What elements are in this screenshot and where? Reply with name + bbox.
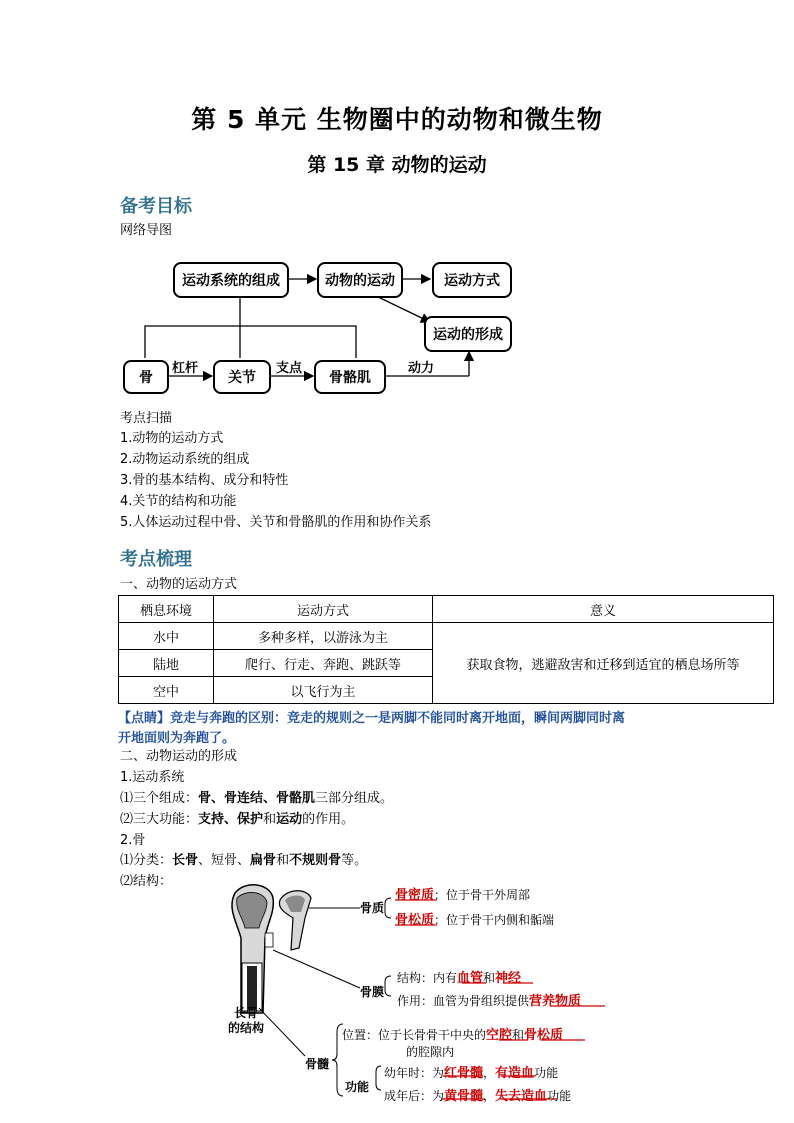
periosteum-structure-line: [397, 967, 521, 986]
structure-line: ⑵结构：: [120, 874, 173, 889]
red-marrow: 红骨髓: [444, 1066, 484, 1081]
text: 结构：内有: [397, 971, 458, 985]
marrow-position-line-2: 的腔隙内: [406, 1045, 455, 1059]
edge-label-fulcrum: 支点: [276, 361, 303, 376]
movement-table: [118, 595, 774, 704]
text: ：位于骨干内侧和骺端: [434, 913, 555, 927]
text: 功能: [547, 1089, 572, 1103]
nutrients: 营养物质: [529, 994, 582, 1009]
bold-text: 保护: [237, 812, 264, 827]
text: 和: [483, 971, 496, 985]
table-cell: 水中: [119, 623, 214, 650]
sub1-title: 1.运动系统: [120, 770, 185, 785]
tip-line2: 开地面则为奔跑了。: [118, 731, 236, 746]
tip-text: 竞走与奔跑的区别：竞走的规则之一是两脚不能同时离开地面，瞬间两脚同时离: [170, 711, 626, 726]
loses-hematopoiesis: 失去造血: [495, 1089, 548, 1104]
text: 幼年时：为: [384, 1066, 445, 1080]
periosteum-function-line: [397, 990, 581, 1009]
scan-title: 考点扫描: [120, 411, 173, 426]
table-cell-meaning: 获取食物，逃避敌害和迁移到适宜的栖息场所等: [433, 623, 774, 704]
label-marrow-function: 功能: [345, 1080, 370, 1094]
table-header: 运动方式: [214, 596, 433, 623]
tip-line1: [118, 707, 625, 726]
tip-label: 【点睛】: [118, 711, 171, 726]
node-movement-formation: 运动的形成: [424, 316, 512, 352]
blood-vessel: 血管: [457, 971, 484, 986]
spongy-bone-line: [395, 909, 554, 928]
text: 等。: [341, 853, 368, 868]
text: 和: [512, 1028, 525, 1042]
table-row: [119, 623, 774, 650]
table-cell: 爬行、行走、奔跑、跳跃等: [214, 650, 433, 677]
bone-caption-2: 的结构: [228, 1021, 265, 1035]
bold-text: 不规则骨: [289, 853, 342, 868]
yellow-marrow: 黄骨髓: [444, 1089, 484, 1104]
text: 和: [263, 812, 277, 827]
table-cell: 以飞行为主: [214, 677, 433, 704]
text: 功能: [534, 1066, 559, 1080]
text: ⑵三大功能：: [120, 812, 199, 827]
compact-bone: 骨密质: [395, 888, 435, 903]
edge-label-power: 动力: [408, 361, 435, 376]
part1-title: 一、动物的运动方式: [120, 577, 238, 592]
chapter-title: 第 15 章 动物的运动: [307, 154, 487, 176]
cavity: 空腔: [486, 1028, 513, 1043]
youth-marrow-line: [384, 1062, 558, 1081]
unit-title: 第 5 单元 生物圈中的动物和微生物: [191, 105, 603, 134]
bold-text: 支持: [198, 812, 225, 827]
function-line: [120, 810, 354, 830]
text: ⑴分类：: [120, 853, 173, 868]
network-label: 网络导图: [120, 223, 173, 238]
section-heading-review: 考点梳理: [120, 549, 192, 570]
table-cell: 空中: [119, 677, 214, 704]
table-cell: 多种多样，以游泳为主: [214, 623, 433, 650]
bold-text: 长骨: [172, 853, 199, 868]
scan-item: 5.人体运动过程中骨、关节和骨骼肌的作用和协作关系: [120, 515, 432, 530]
node-bone: 骨: [123, 360, 169, 394]
bold-text: 、: [224, 812, 238, 827]
sub2-title: 2.骨: [120, 833, 146, 848]
text: 成年后：为: [384, 1089, 445, 1103]
scan-item: 1.动物的运动方式: [120, 431, 224, 446]
adult-marrow-line: [384, 1085, 571, 1104]
table-header: 意义: [433, 596, 774, 623]
spongy-bone-2: 骨松质: [524, 1028, 564, 1043]
composition-line: [120, 789, 393, 809]
nerve: 神经: [495, 971, 522, 986]
has-hematopoiesis: 有造血: [495, 1066, 535, 1081]
bone-caption-1: 长骨: [234, 1006, 259, 1020]
label-periosteum: 骨膜: [360, 985, 385, 999]
node-joint: 关节: [213, 360, 271, 394]
scan-item: 3.骨的基本结构、成分和特性: [120, 473, 289, 488]
node-skeletal-muscle: 骨骼肌: [314, 360, 386, 394]
label-marrow: 骨髓: [305, 1057, 330, 1071]
label-bone-substance: 骨质: [360, 901, 385, 915]
text: 的作用。: [302, 812, 355, 827]
edge-label-lever: 杠杆: [172, 361, 199, 376]
classification-line: [120, 851, 367, 871]
text: 和: [276, 853, 290, 868]
text: ，: [483, 1066, 496, 1080]
bold-text: 扁骨: [250, 853, 277, 868]
text: ：位于骨干外周部: [434, 888, 531, 902]
concept-map-lines: [0, 0, 794, 420]
node-movement-mode: 运动方式: [432, 262, 512, 298]
marrow-position-line: [342, 1024, 563, 1043]
node-animal-movement: 动物的运动: [317, 262, 403, 298]
text: ⑴三个组成：: [120, 791, 199, 806]
table-header: 栖息环境: [119, 596, 214, 623]
spongy-bone: 骨松质: [395, 913, 435, 928]
compact-bone-line: [395, 884, 530, 903]
text: 三部分组成。: [315, 791, 394, 806]
part2-title: 二、动物运动的形成: [120, 749, 238, 764]
text: 位置：位于长骨骨干中央的: [342, 1028, 487, 1042]
bold-text: 运动: [276, 812, 303, 827]
text: 、短骨、: [198, 853, 251, 868]
text: 作用：血管为骨组织提供: [397, 994, 530, 1008]
table-cell: 陆地: [119, 650, 214, 677]
text: ，: [483, 1089, 496, 1103]
section-heading-targets: 备考目标: [120, 196, 192, 217]
scan-item: 4.关节的结构和功能: [120, 494, 237, 509]
node-composition: 运动系统的组成: [173, 262, 289, 298]
bold-text: 骨、骨连结、骨骼肌: [198, 791, 316, 806]
scan-item: 2.动物运动系统的组成: [120, 452, 250, 467]
